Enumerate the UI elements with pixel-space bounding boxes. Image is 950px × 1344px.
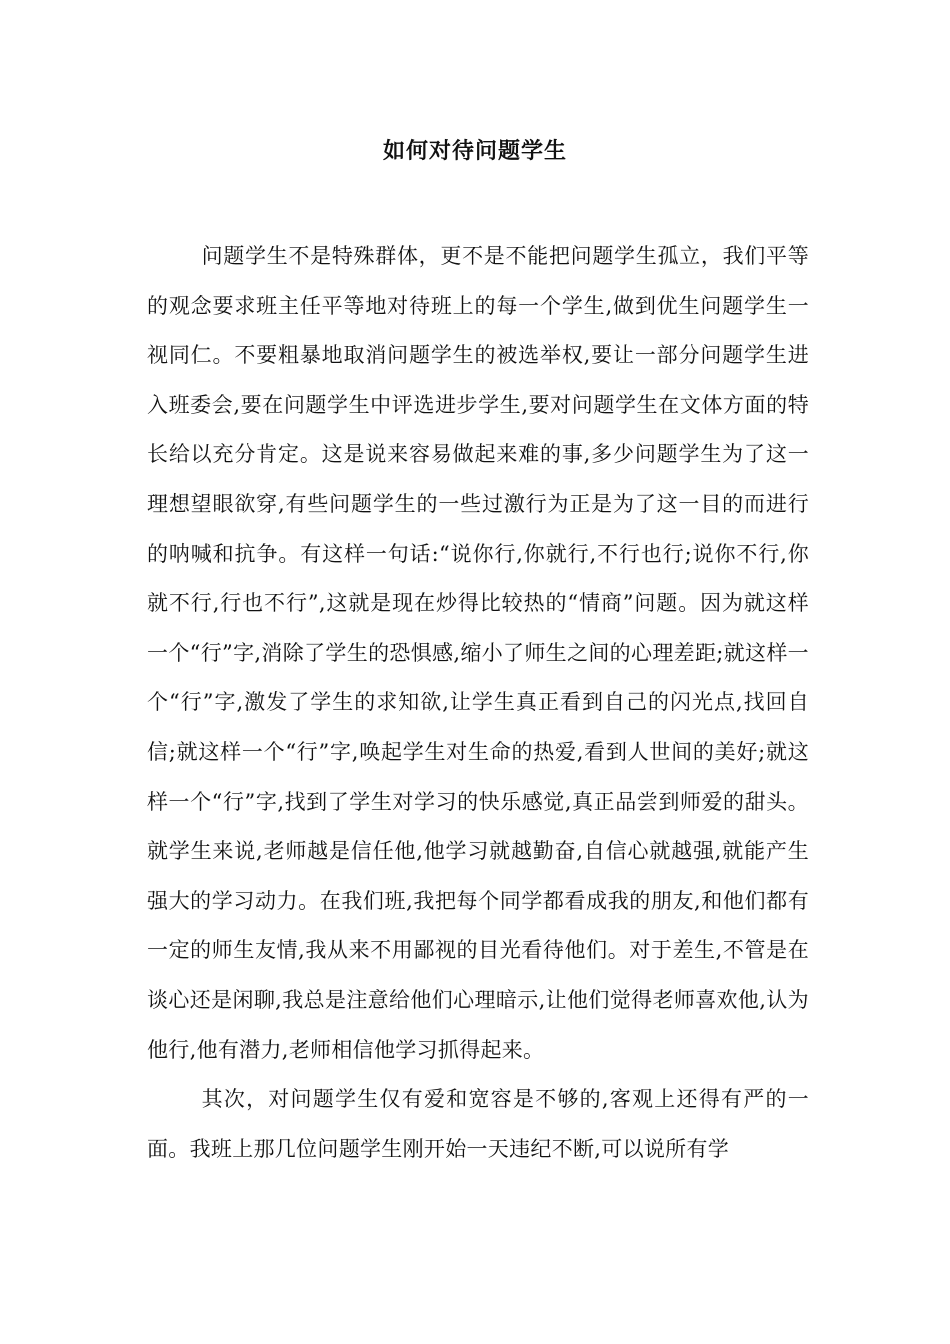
document-title: 如何对待问题学生 bbox=[382, 138, 567, 164]
document-body bbox=[147, 232, 809, 1174]
paragraph-2: 其次，对问题学生仅有爱和宽容是不够的,客观上还得有严的一面。我班上那几位问题学生刚开始一天违纪不断,可以说所有学 bbox=[147, 1087, 809, 1161]
paragraph-1: 问题学生不是特殊群体，更不是不能把问题学生孤立，我们平等的观念要求班主任平等地对待班上的每一个学生,做到优生问题学生一视同仁。不要粗暴地取消问题学生的被选举权,要让一部分问题学生进入班委会,要在问题学生中评选进步学生,要对问题学生在文体方面的特长给以充分肯定。这是说来容易做起来难的事,多少问题学生为了这一理想望眼欲穿,有些问题学生的一些过激行为正是为了这一目的而进行的呐喊和抗争。有这样一句话:“说你行,你就行,不行也行;说你不行,你就不行,行也不行”,这就是现在炒得比较热的“情商”问题。因为就这样一个“行”字,消除了学生的恐惧感,缩小了师生之间的心理差距;就这样一个“行”字,激发了学生的求知欲,让学生真正看到自己的闪光点,找回自信;就这样一个“行”字,唤起学生对生命的热爱,看到人世间的美好;就这样一个“行”字,找到了学生对学习的快乐感觉,真正品尝到师爱的甜头。就学生来说,老师越是信任他,他学习就越勤奋,自信心就越强,就能产生强大的学习动力。在我们班,我把每个同学都看成我的朋友,和他们都有一定的师生友情,我从来不用鄙视的目光看待他们。对于差生,不管是在谈心还是闲聊,我总是注意给他们心理暗示,让他们觉得老师喜欢他,认为他行,他有潜力,老师相信他学习抓得起来。 bbox=[147, 244, 809, 1062]
